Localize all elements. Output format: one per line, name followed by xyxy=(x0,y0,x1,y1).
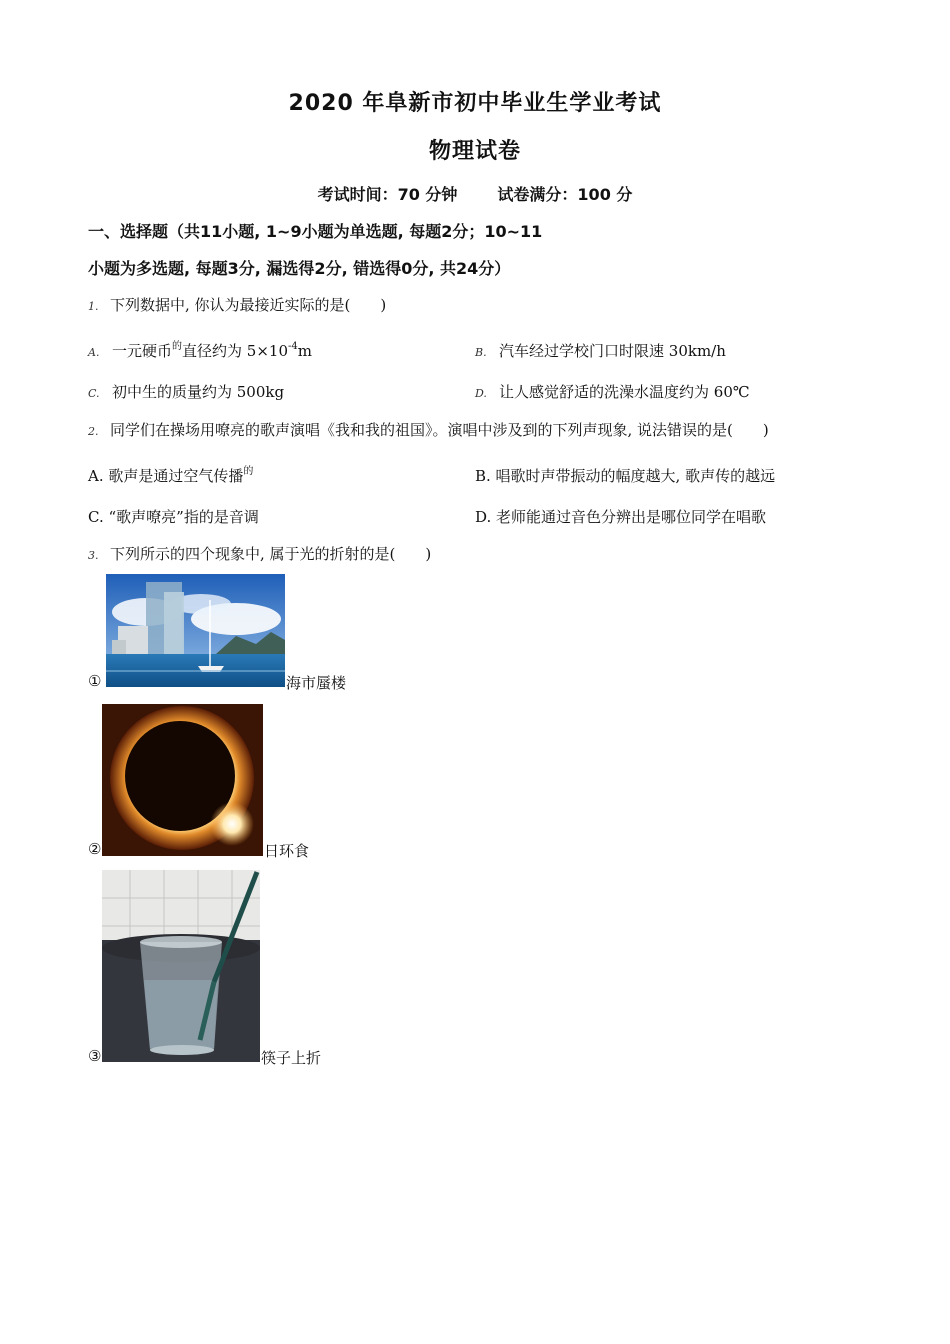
q3-item-2-mark: ② xyxy=(88,840,102,858)
question-1-text: 下列数据中, 你认为最接近实际的是( ) xyxy=(110,296,387,314)
exam-full-score: 试卷满分：100 分 xyxy=(497,185,633,204)
q1-option-a-label: A. xyxy=(88,346,100,359)
q2-option-a-sup: 的 xyxy=(243,466,254,477)
q1-option-a-text2: 直径约为 5×10 xyxy=(182,342,288,360)
eclipse-image xyxy=(102,704,263,856)
question-2-number: 2. xyxy=(88,425,99,438)
q1-option-a-exponent: -4 xyxy=(287,341,298,352)
q1-option-d-text: 让人感觉舒适的洗澡水温度约为 60℃ xyxy=(499,383,750,401)
question-3-stem xyxy=(88,543,431,564)
q1-option-a-unit: m xyxy=(297,342,312,360)
eclipse-illustration xyxy=(102,704,263,856)
q1-option-a-sup: 的 xyxy=(172,341,183,352)
question-2-text: 同学们在操场用嘹亮的歌声演唱《我和我的祖国》。演唱中涉及到的下列声现象, 说法错误的是( ) xyxy=(110,421,769,439)
q1-option-c-label: C. xyxy=(88,387,100,400)
question-1-stem xyxy=(88,294,386,315)
q1-option-b-label: B. xyxy=(475,346,487,359)
q1-option-d-label: D. xyxy=(475,387,487,400)
section-heading-line1: 一、选择题（共11小题, 1~9小题为单选题, 每题2分；10~11 xyxy=(88,222,543,241)
question-3-text: 下列所示的四个现象中, 属于光的折射的是( ) xyxy=(110,545,432,563)
chopstick-image xyxy=(102,870,260,1062)
q2-option-d: D. 老师能通过音色分辨出是哪位同学在唱歌 xyxy=(475,508,767,526)
q3-item-3-mark: ③ xyxy=(88,1047,102,1065)
exam-title: 2020 年阜新市初中毕业生学业考试 xyxy=(288,91,662,116)
q1-option-c xyxy=(88,381,284,402)
q1-option-b-text: 汽车经过学校门口时限速 30km/h xyxy=(499,342,726,360)
exam-info xyxy=(0,182,950,205)
mirage-image xyxy=(106,574,285,687)
q2-option-c: C. “歌声嘹亮”指的是音调 xyxy=(88,508,259,526)
q1-option-d xyxy=(475,381,750,402)
chopstick-illustration xyxy=(102,870,260,1062)
exam-subject: 物理试卷 xyxy=(428,139,521,164)
q1-option-a xyxy=(88,340,312,361)
q2-option-a xyxy=(88,465,253,486)
q3-item-1-caption: 海市蜃楼 xyxy=(286,674,347,692)
q2-option-b: B. 唱歌时声带振动的幅度越大, 歌声传的越远 xyxy=(475,467,776,485)
q3-item-1-mark: ① xyxy=(88,672,102,690)
mirage-illustration xyxy=(106,574,285,687)
question-3-number: 3. xyxy=(88,549,99,562)
question-2-stem xyxy=(88,419,769,440)
q1-option-b xyxy=(475,340,726,361)
q3-item-2-caption: 日环食 xyxy=(264,842,310,860)
exam-time: 考试时间：70 分钟 xyxy=(317,185,458,204)
q3-item-3-caption: 筷子上折 xyxy=(261,1049,322,1067)
question-1-number: 1. xyxy=(88,300,99,313)
q1-option-c-text: 初中生的质量约为 500kg xyxy=(112,383,285,401)
q2-option-a-text: A. 歌声是通过空气传播 xyxy=(88,467,244,485)
section-heading-line2: 小题为多选题, 每题3分, 漏选得2分, 错选得0分, 共24分） xyxy=(88,259,511,278)
q1-option-a-text1: 一元硬币 xyxy=(112,342,173,360)
